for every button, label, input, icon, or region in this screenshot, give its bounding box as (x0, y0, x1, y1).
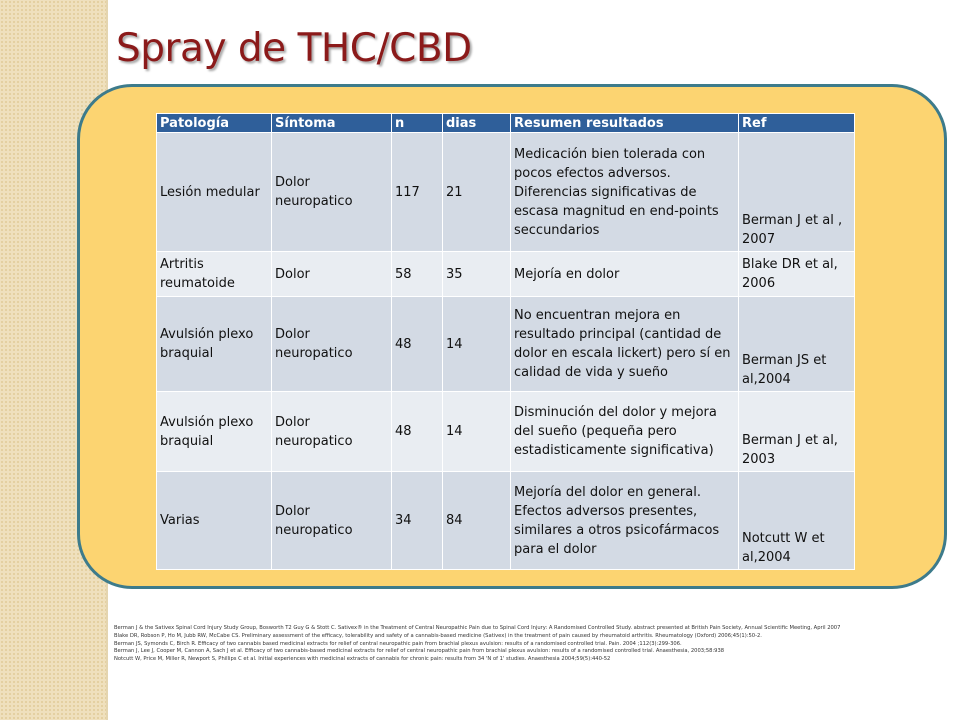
cell-dias: 35 (443, 252, 511, 297)
header-resumen: Resumen resultados (511, 114, 739, 133)
cell-patologia: Artritis reumatoide (157, 252, 272, 297)
references-footnote (114, 625, 944, 664)
cell-patologia: Avulsión plexo braquial (157, 297, 272, 392)
table-row (157, 133, 855, 252)
cell-dias: 21 (443, 133, 511, 252)
table-row (157, 392, 855, 472)
cell-patologia: Varias (157, 472, 272, 570)
cell-n: 48 (392, 392, 443, 472)
header-ref: Ref (739, 114, 855, 133)
table-row (157, 297, 855, 392)
header-dias: dias (443, 114, 511, 133)
cell-ref: Berman J et al , 2007 (739, 133, 855, 252)
table-row (157, 252, 855, 297)
slide-title: Spray de THC/CBD (116, 26, 472, 71)
cell-resumen: Mejoría en dolor (511, 252, 739, 297)
reference-item: Notcutt W, Price M, Miller R, Newport S, Phillips C et al. Initial experiences with medicinal extracts of cannabis for chronic pain: results from 34 'N of 1' studies. Anaesthesia 2004;59(5):440-52 (114, 656, 611, 663)
cell-resumen: No encuentran mejora en resultado principal (cantidad de dolor en escala lickert) pero sí en calidad de vida y sueño (511, 297, 739, 392)
cell-sintoma: Dolor neuropatico (272, 392, 392, 472)
cell-ref: Berman JS et al,2004 (739, 297, 855, 392)
cell-dias: 14 (443, 297, 511, 392)
cell-patologia: Avulsión plexo braquial (157, 392, 272, 472)
cell-sintoma: Dolor neuropatico (272, 133, 392, 252)
table-row (157, 472, 855, 570)
cell-n: 117 (392, 133, 443, 252)
table-header-row (157, 114, 855, 133)
header-n: n (392, 114, 443, 133)
reference-item: Berman JS, Symonds C, Birch R. Efficacy of two cannabis based medicinal extracts for relief of central neuropathic pain from brachial plexus avulsion: results of a randomised controlled trial. Pain. 2004 ;112(3):299-306. (114, 640, 682, 647)
cell-sintoma: Dolor neuropatico (272, 472, 392, 570)
header-patologia: Patología (157, 114, 272, 133)
cell-n: 58 (392, 252, 443, 297)
cell-ref: Berman J et al, 2003 (739, 392, 855, 472)
cell-dias: 84 (443, 472, 511, 570)
cell-resumen: Mejoría del dolor en general. Efectos adversos presentes, similares a otros psicofármacos para el dolor (511, 472, 739, 570)
cell-n: 34 (392, 472, 443, 570)
header-sintoma: Síntoma (272, 114, 392, 133)
cell-resumen: Disminución del dolor y mejora del sueño (pequeña pero estadisticamente significativa) (511, 392, 739, 472)
cell-resumen: Medicación bien tolerada con pocos efectos adversos. Diferencias significativas de escasa magnitud en end-points seccundarios (511, 133, 739, 252)
cell-ref: Notcutt W et al,2004 (739, 472, 855, 570)
cell-sintoma: Dolor neuropatico (272, 297, 392, 392)
reference-item: Blake DR, Robson P, Ho M, Jubb RW, McCabe CS. Preliminary assessment of the efficacy, tolerability and safety of a cannabis-based medicine (Sativex) in the treatment of pain caused by rheumatoid arthritis. Rheumatology (Oxford) 2006;45(1):50-2. (114, 632, 762, 639)
reference-item: Berman J, Lee J, Cooper M, Cannon A, Sach J et al. Efficacy of two cannabis-based medicinal extracts for relief of central neuropathic pain from brachial plexus avulsion: results of a randomised controlled trial. Anaesthesia, 2003;58:938 (114, 648, 725, 655)
cell-ref: Blake DR et al, 2006 (739, 252, 855, 297)
cell-patologia: Lesión medular (157, 133, 272, 252)
cell-n: 48 (392, 297, 443, 392)
studies-table (156, 113, 855, 570)
cell-dias: 14 (443, 392, 511, 472)
cell-sintoma: Dolor (272, 252, 392, 297)
reference-item: Berman J & the Sativex Spinal Cord Injury Study Group, Bosworth T2 Guy G & Stott C. Sativex® in the Treatment of Central Neuropathic Pain due to Spinal Cord Injury: A Randomised Controlled Study. abstract presented at British Pain Society, Annual Scientific Meeting, April 2007 (114, 625, 841, 631)
